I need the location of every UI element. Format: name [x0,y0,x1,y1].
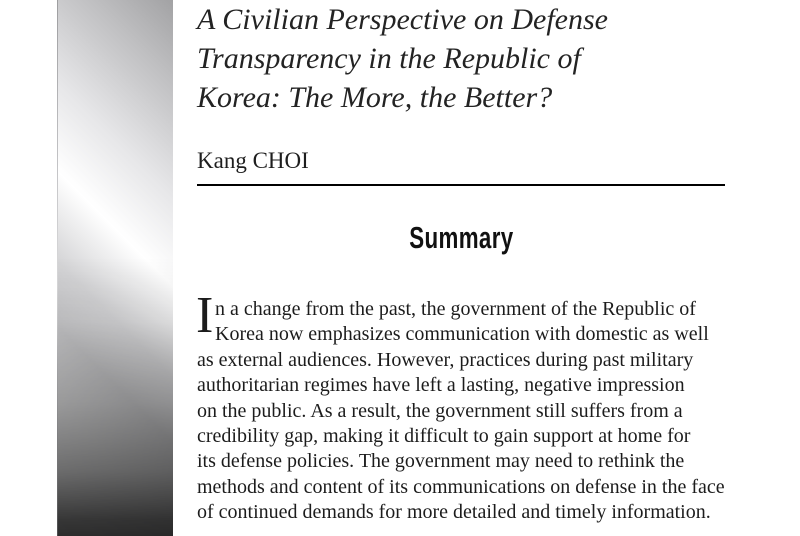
paragraph-line: its defense policies. The government may need to rethink the [197,450,685,473]
summary-heading-wrap [197,222,725,253]
drop-cap: I [196,287,214,344]
title-divider-rule [197,184,725,186]
title-line: A Civilian Perspective on Defense [197,3,608,36]
paragraph-line: authoritarian regimes have left a lasting, negative impression [197,374,685,397]
paper-title [197,0,608,117]
title-line: Transparency in the Republic of [197,42,581,75]
paragraph-line: credibility gap, making it difficult to gain support at home for [197,425,691,448]
content-column [197,0,730,536]
summary-heading: Summary [408,220,514,255]
author-name: Kang CHOI [197,148,309,173]
paragraph-line: Korea now emphasizes communication with domestic as well [215,323,709,346]
summary-paragraph [196,287,725,526]
paragraph-line: as external audiences. However, practices during past military [197,348,694,371]
title-line: Korea: The More, the Better? [197,81,553,114]
paragraph-line: of continued demands for more detailed and timely information. [197,501,711,524]
book-spine-graphic [57,0,173,536]
paragraph-line: on the public. As a result, the government still suffers from a [197,399,683,422]
paragraph-line: methods and content of its communications on defense in the face [197,475,725,498]
paragraph-line: n a change from the past, the government of the Republic of [215,298,696,320]
